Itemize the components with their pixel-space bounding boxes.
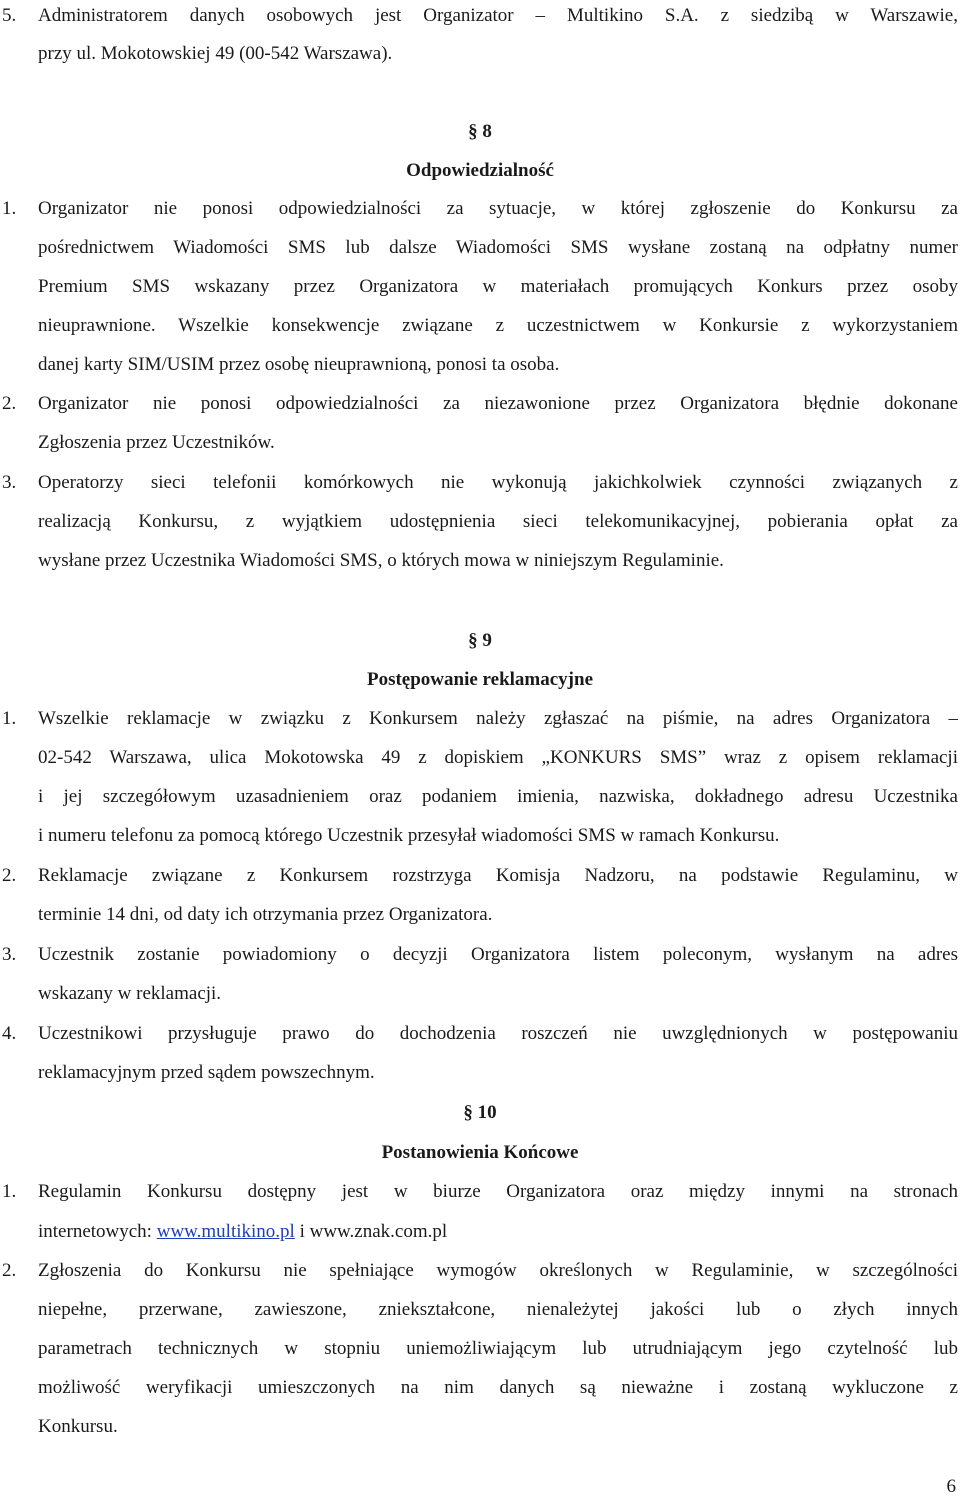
paragraph-line: Wszelkie reklamacje w związku z Konkursem należy zgłaszać na piśmie, na adres Organizatora – [38, 708, 958, 729]
item-number: 2. [2, 865, 17, 886]
paragraph-line: Organizator nie ponosi odpowiedzialności za niezawonione przez Organizatora błędnie dokonane [38, 393, 958, 414]
section-symbol: § 8 [468, 121, 492, 142]
paragraph-line: Uczestnik zostanie powiadomiony o decyzji Organizatora listem poleconym, wysłanym na adres [38, 944, 958, 965]
item-number: 2. [2, 393, 17, 414]
item-number: 3. [2, 472, 17, 493]
paragraph-line: Administratorem danych osobowych jest Organizator – Multikino S.A. z siedzibą w Warszawie, [38, 5, 958, 26]
paragraph-line: możliwość weryfikacji umieszczonych na nim danych są nieważne i zostaną wykluczone z [38, 1377, 958, 1398]
paragraph-line: wysłane przez Uczestnika Wiadomości SMS, o których mowa w niniejszym Regulaminie. [38, 550, 724, 571]
paragraph-line: pośrednictwem Wiadomości SMS lub dalsze Wiadomości SMS wysłane zostaną na odpłatny numer [38, 237, 958, 258]
page-number: 6 [946, 1476, 956, 1497]
paragraph-line: Reklamacje związane z Konkursem rozstrzyga Komisja Nadzoru, na podstawie Regulaminu, w [38, 865, 958, 886]
paragraph-line: i numeru telefonu za pomocą którego Uczestnik przesyłał wiadomości SMS w ramach Konkursu. [38, 825, 780, 846]
item-number: 3. [2, 944, 17, 965]
paragraph-line: reklamacyjnym przed sądem powszechnym. [38, 1062, 375, 1083]
section-symbol: § 9 [468, 630, 492, 651]
paragraph-line: Organizator nie ponosi odpowiedzialności za sytuacje, w której zgłoszenie do Konkursu za [38, 198, 958, 219]
multikino-link[interactable]: www.multikino.pl [156, 1221, 295, 1242]
item-number: 1. [2, 708, 17, 729]
paragraph-line: Uczestnikowi przysługuje prawo do dochodzenia roszczeń nie uwzględnionych w postępowaniu [38, 1023, 958, 1044]
item-number: 4. [2, 1023, 17, 1044]
paragraph-text: internetowych: [38, 1221, 157, 1242]
section-symbol: § 10 [463, 1102, 497, 1123]
section-title: Odpowiedzialność [406, 160, 554, 181]
paragraph-line: parametrach technicznych w stopniu uniemożliwiającym lub utrudniającym jego czytelność lub [38, 1338, 958, 1359]
item-number: 1. [2, 198, 17, 219]
paragraph-text: i www.znak.com.pl [294, 1221, 448, 1242]
paragraph-line: niepełne, przerwane, zawieszone, zniekształcone, nienależytej jakości lub o złych innych [38, 1299, 958, 1320]
paragraph-line: terminie 14 dni, od daty ich otrzymania przez Organizatora. [38, 904, 493, 925]
item-number: 1. [2, 1181, 17, 1202]
section-title: Postępowanie reklamacyjne [366, 669, 594, 690]
paragraph-line-with-link [38, 1220, 447, 1244]
paragraph-line: wskazany w reklamacji. [38, 983, 222, 1004]
paragraph-line: Regulamin Konkursu dostępny jest w biurze Organizatora oraz między innymi na stronach [38, 1181, 958, 1202]
paragraph-line: Premium SMS wskazany przez Organizatora w materiałach promujących Konkurs przez osoby [38, 276, 958, 297]
paragraph-line: i jej szczegółowym uzasadnieniem oraz podaniem imienia, nazwiska, dokładnego adresu Uczestnika [38, 786, 958, 807]
paragraph-line: realizacją Konkursu, z wyjątkiem udostępnienia sieci telekomunikacyjnej, pobierania opłat za [38, 511, 958, 532]
paragraph-line: nieuprawnione. Wszelkie konsekwencje związane z uczestnictwem w Konkursie z wykorzystaniem [38, 315, 958, 336]
paragraph-line: Zgłoszenia przez Uczestników. [38, 432, 275, 453]
paragraph-line: przy ul. Mokotowskiej 49 (00-542 Warszawa). [38, 43, 393, 64]
paragraph-line: danej karty SIM/USIM przez osobę nieuprawnioną, ponosi ta osoba. [38, 354, 560, 375]
item-number: 5. [2, 5, 17, 26]
paragraph-line: Konkursu. [38, 1416, 118, 1437]
paragraph-line: 02-542 Warszawa, ulica Mokotowska 49 z dopiskiem „KONKURS SMS” wraz z opisem reklamacji [38, 747, 958, 768]
section-title: Postanowienia Końcowe [381, 1142, 579, 1163]
paragraph-line: Operatorzy sieci telefonii komórkowych nie wykonują jakichkolwiek czynności związanych z [38, 472, 958, 493]
paragraph-line: Zgłoszenia do Konkursu nie spełniające wymogów określonych w Regulaminie, w szczególności [38, 1260, 958, 1281]
item-number: 2. [2, 1260, 17, 1281]
